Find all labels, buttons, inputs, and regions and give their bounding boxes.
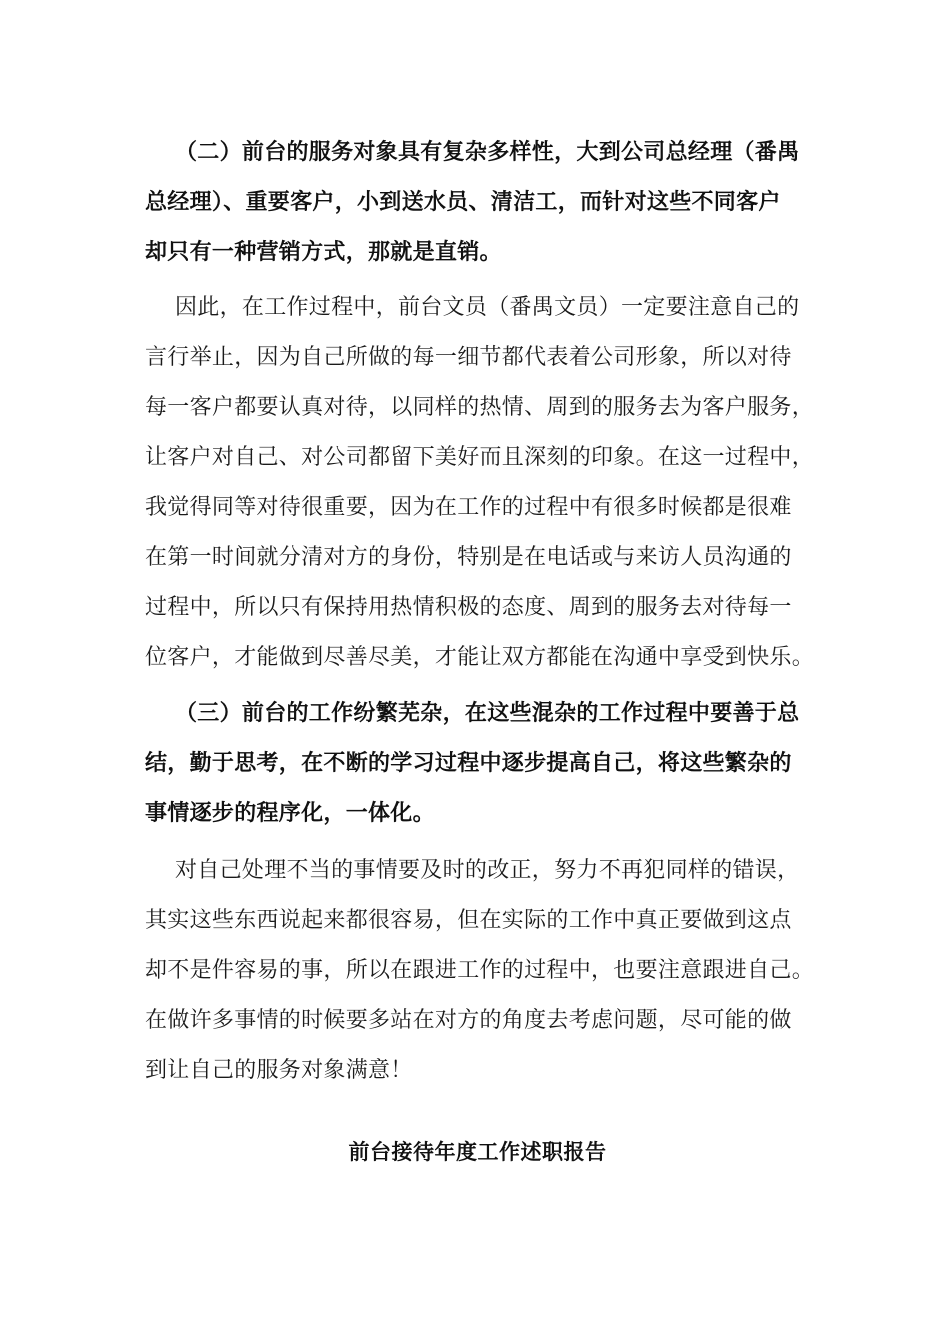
paragraph-line: 对自己处理不当的事情要及时的改正，努力不再犯同样的错误， <box>175 858 800 883</box>
paragraph-line: 因此，在工作过程中，前台文员（番禺文员）一定要注意自己的 <box>175 295 800 320</box>
paragraph-line: 结，勤于思考，在不断的学习过程中逐步提高自己，将这些繁杂的 <box>145 751 792 776</box>
paragraph-therefore <box>145 283 815 683</box>
paragraph-line: 在第一时间就分清对方的身份，特别是在电话或与来访人员沟通的 <box>145 545 792 570</box>
paragraph-line: 到让自己的服务对象满意！ <box>145 1058 413 1083</box>
paragraph-line: 却只有一种营销方式，那就是直销。 <box>145 240 502 265</box>
paragraph-line: 每一客户都要认真对待，以同样的热情、周到的服务去为客户服务， <box>145 395 815 420</box>
report-title: 前台接待年度工作述职报告 <box>348 1140 607 1164</box>
paragraph-correction <box>145 846 815 1096</box>
paragraph-line: 言行举止，因为自己所做的每一细节都代表着公司形象，所以对待 <box>145 345 792 370</box>
paragraph-line: 过程中，所以只有保持用热情积极的态度、周到的服务去对待每一 <box>145 595 792 620</box>
paragraph-line: 让客户对自己、对公司都留下美好而且深刻的印象。在这一过程中， <box>145 445 815 470</box>
paragraph-line: 总经理）、重要客户，小到送水员、清洁工，而针对这些不同客户 <box>145 190 781 215</box>
paragraph-line: （三）前台的工作纷繁芜杂，在这些混杂的工作过程中要善于总 <box>175 701 800 726</box>
paragraph-section-3 <box>145 689 810 839</box>
paragraph-section-2 <box>145 128 810 278</box>
paragraph-line: 我觉得同等对待很重要，因为在工作的过程中有很多时候都是很难 <box>145 495 792 520</box>
paragraph-line: 却不是件容易的事，所以在跟进工作的过程中，也要注意跟进自己。 <box>145 958 815 983</box>
paragraph-line: 在做许多事情的时候要多站在对方的角度去考虑问题，尽可能的做 <box>145 1008 792 1033</box>
paragraph-line: （二）前台的服务对象具有复杂多样性，大到公司总经理（番禺 <box>175 140 800 165</box>
paragraph-line: 位客户，才能做到尽善尽美，才能让双方都能在沟通中享受到快乐。 <box>145 645 815 670</box>
paragraph-line: 事情逐步的程序化，一体化。 <box>145 801 435 826</box>
paragraph-line: 其实这些东西说起来都很容易，但在实际的工作中真正要做到这点 <box>145 908 792 933</box>
